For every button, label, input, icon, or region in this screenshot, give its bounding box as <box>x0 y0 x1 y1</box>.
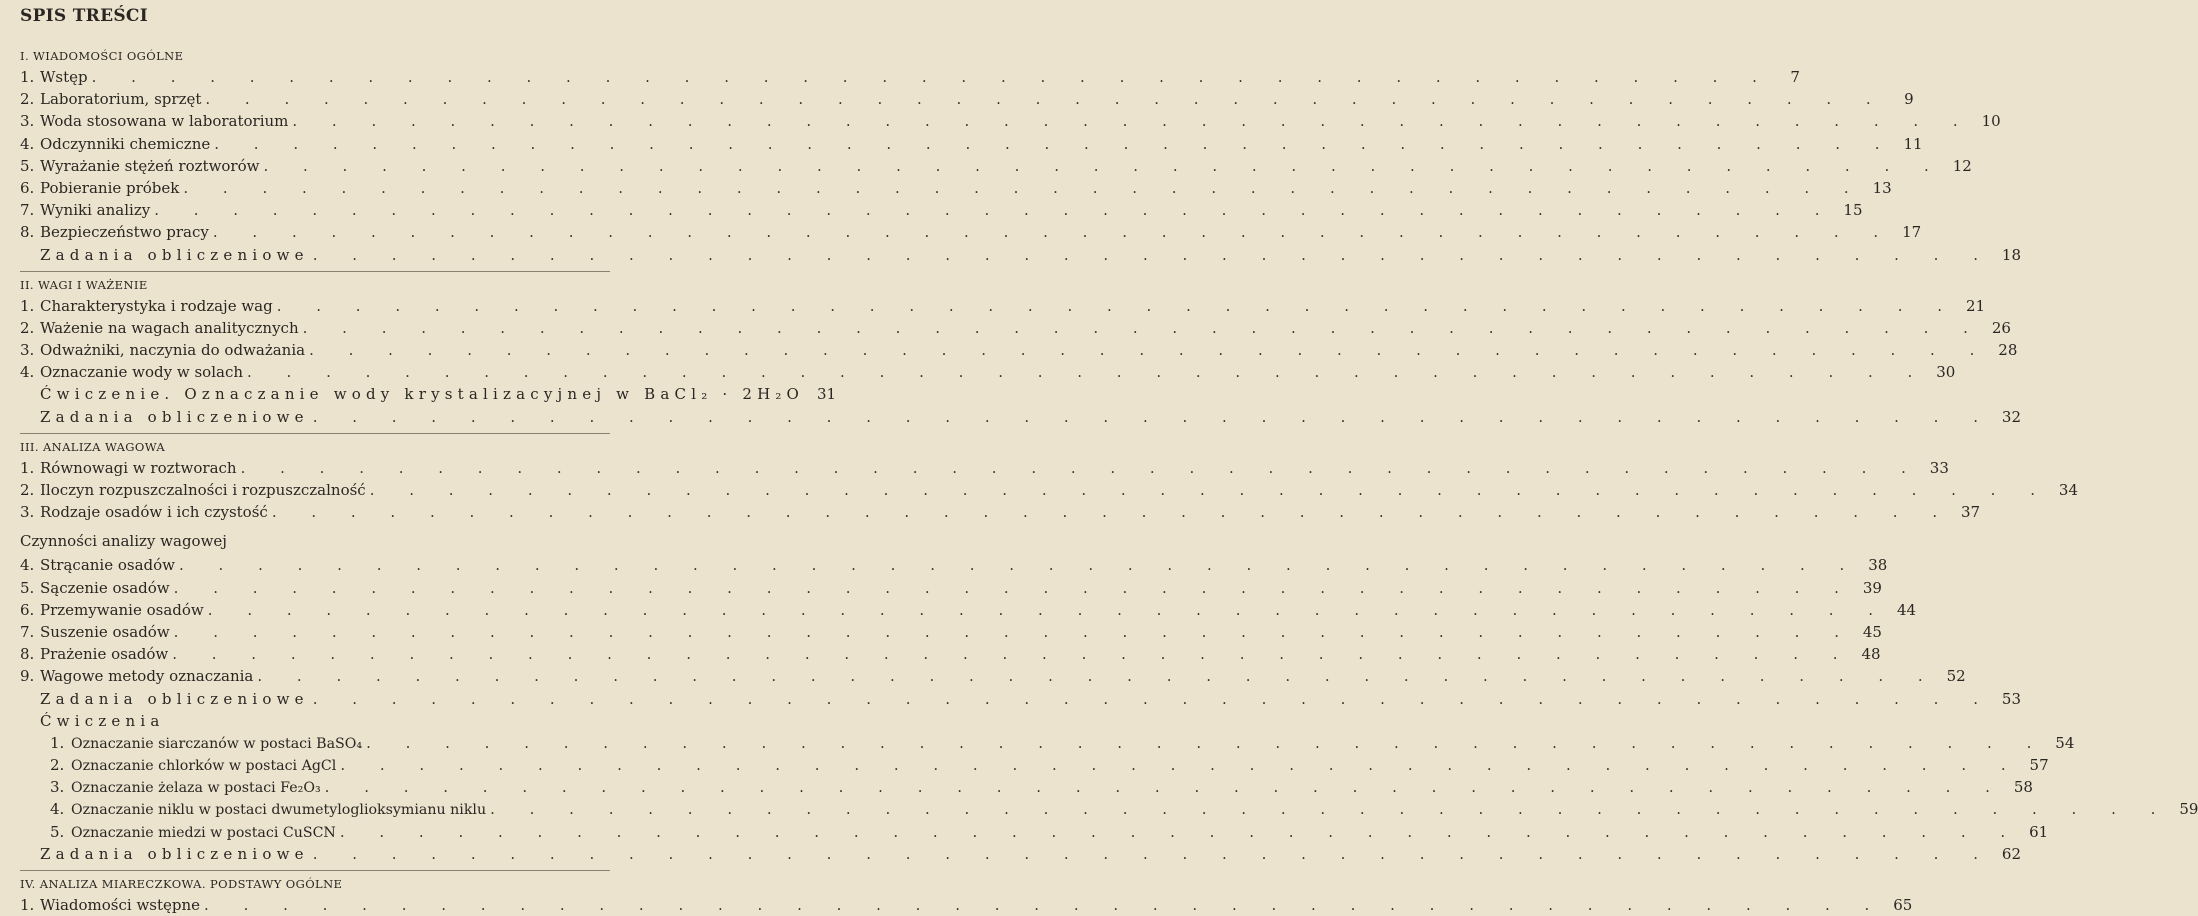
entry-number: 6. <box>20 600 35 619</box>
entry-title: Odczynniki chemiczne <box>40 134 211 153</box>
entry-number: 7. <box>20 201 35 220</box>
entry-title: Wyrażanie stężeń roztworów <box>40 156 260 175</box>
entry-number: 1. <box>20 896 35 914</box>
entry-number: 1. <box>20 296 35 315</box>
toc-entry <box>20 177 1892 199</box>
entry-number: 8. <box>20 223 35 242</box>
dot-leader <box>313 688 1993 710</box>
dot-leader <box>292 110 1972 132</box>
toc-entry <box>20 457 1949 479</box>
entry-number: 1. <box>50 733 65 752</box>
toc-entry <box>20 88 1914 110</box>
entry-title: Oznaczanie żelaza w postaci Fe₂O₃ <box>71 780 321 797</box>
dot-leader <box>309 339 1989 361</box>
entry-title: Oznaczanie wody w solach <box>40 363 244 382</box>
entry-number: 9. <box>20 667 35 686</box>
dot-leader <box>174 577 1854 599</box>
entry-title: Odważniki, naczynia do odważania <box>40 341 306 360</box>
toc-entry <box>20 155 1972 177</box>
section-divider <box>20 433 610 434</box>
dot-leader <box>313 843 1993 865</box>
entry-number: 3. <box>50 778 65 797</box>
dot-leader <box>92 66 1772 88</box>
entry-number: 6. <box>20 178 35 197</box>
entry-number: 4. <box>20 363 35 382</box>
dot-leader <box>313 406 1993 428</box>
entry-number: 2. <box>20 318 35 337</box>
toc-entry <box>20 295 1986 317</box>
dot-leader <box>370 479 2050 501</box>
entry-page-number: 30 <box>1936 363 1956 382</box>
entry-title: Przemywanie osadów <box>40 600 204 619</box>
entry-page-number: 9 <box>1904 90 1914 109</box>
entry-page-number: 53 <box>2001 689 2021 708</box>
entry-page-number: 10 <box>1981 112 2001 131</box>
exercises-heading-label: Ćwiczenia <box>40 711 165 730</box>
section-divider <box>20 271 610 272</box>
entry-page-number: 48 <box>1861 645 1881 664</box>
entry-title: Wstęp <box>40 68 88 86</box>
dot-leader <box>213 221 1893 243</box>
toc-entry <box>20 554 1888 576</box>
toc-entry <box>20 221 1922 243</box>
page-title: SPIS TREŚCI <box>20 6 149 26</box>
entry-title: Oznaczanie chlorków w postaci AgCl <box>71 758 337 775</box>
toc-entry <box>20 894 1913 916</box>
entry-title: Zadania obliczeniowe <box>40 407 309 426</box>
entry-page-number: 52 <box>1946 667 1966 686</box>
entry-page-number: 37 <box>1961 503 1981 522</box>
entry-number: 5. <box>20 156 35 175</box>
entry-number: 8. <box>20 645 35 664</box>
entry-title: Ważenie na wagach analitycznych <box>40 318 299 337</box>
toc-entry <box>20 406 2021 428</box>
entry-title: Wagowe metody oznaczania <box>40 667 254 686</box>
dot-leader <box>303 317 1983 339</box>
dot-leader <box>340 821 2020 843</box>
entry-page-number: 31 <box>816 385 837 404</box>
toc-entry <box>20 843 2021 865</box>
entry-page-number: 62 <box>2001 844 2021 863</box>
toc-entry <box>20 66 1800 88</box>
toc-entry <box>20 479 2078 501</box>
toc-entry <box>20 643 1881 665</box>
section-heading: II. WAGI I WAŻENIE <box>20 277 148 292</box>
dot-leader <box>174 621 1854 643</box>
entry-page-number: 59 <box>2179 800 2198 819</box>
entry-title: Woda stosowana w laboratorium <box>40 112 289 131</box>
toc-entry <box>20 665 1966 687</box>
dot-leader <box>154 199 1834 221</box>
table-of-contents <box>20 46 2198 916</box>
entry-title: Iloczyn rozpuszczalności i rozpuszczalność <box>40 481 366 499</box>
entry-title: Oznaczanie miedzi w postaci CuSCN <box>71 824 336 841</box>
entry-title: Charakterystyka i rodzaje wag <box>40 296 273 315</box>
entry-page-number: 7 <box>1790 68 1800 86</box>
entry-title: Pobieranie próbek <box>40 178 180 197</box>
entry-title: Oznaczanie siarczanów w postaci BaSO₄ <box>71 735 363 752</box>
entry-page-number: 57 <box>2029 756 2049 775</box>
toc-entry <box>20 110 2001 132</box>
entry-number: 4. <box>20 556 35 575</box>
dot-leader <box>172 643 1852 665</box>
entry-number: 4. <box>20 134 35 153</box>
entry-page-number: 15 <box>1843 201 1863 220</box>
entry-number: 1. <box>20 458 35 477</box>
entry-title: Zadania obliczeniowe <box>40 844 309 863</box>
dot-leader <box>179 554 1859 576</box>
toc-entry <box>20 732 2075 754</box>
toc-entry <box>20 244 2021 266</box>
toc-entry <box>20 199 1863 221</box>
toc-entry <box>20 798 2198 820</box>
entry-page-number: 58 <box>2013 778 2033 797</box>
entry-page-number: 17 <box>1902 223 1922 242</box>
toc-entry <box>20 821 2049 843</box>
section-heading: IV. ANALIZA MIARECZKOWA. PODSTAWY OGÓLNE <box>20 877 343 891</box>
toc-entry <box>20 688 2021 710</box>
entry-page-number: 39 <box>1862 578 1882 597</box>
dot-leader <box>205 88 1885 110</box>
entry-number: 2. <box>20 90 35 109</box>
entry-page-number: 11 <box>1903 134 1923 153</box>
toc-entry <box>20 317 2011 339</box>
entry-number: 3. <box>20 503 35 522</box>
entry-number: 2. <box>20 481 35 499</box>
entry-title: Laboratorium, sprzęt <box>40 90 202 109</box>
toc-entry <box>20 133 1923 155</box>
entry-page-number: 13 <box>1872 178 1892 197</box>
section-heading: III. ANALIZA WAGOWA <box>20 439 166 454</box>
entry-page-number: 38 <box>1868 556 1888 575</box>
entry-title: Oznaczanie niklu w postaci dwumetyloglioksymianu niklu <box>71 802 487 819</box>
entry-page-number: 18 <box>2001 245 2021 264</box>
entry-title: Prażenie osadów <box>40 645 169 664</box>
entry-title: Równowagi w roztworach <box>40 458 237 477</box>
toc-entry <box>20 754 2049 776</box>
entry-page-number: 12 <box>1952 156 1972 175</box>
entry-number: 5. <box>20 578 35 597</box>
entry-title: Strącanie osadów <box>40 556 176 575</box>
dot-leader <box>257 665 1937 687</box>
section-heading: I. WIADOMOŚCI OGÓLNE <box>20 49 184 63</box>
entry-title: Ćwiczenie. Oznaczanie wody krystalizacyjnej w BaCl₂ · 2H₂O <box>40 385 805 404</box>
dot-leader <box>208 599 1888 621</box>
dot-leader <box>366 732 2046 754</box>
entry-page-number: 32 <box>2001 407 2021 426</box>
toc-entry <box>20 339 2018 361</box>
entry-page-number: 44 <box>1896 600 1917 619</box>
entry-title: Wyniki analizy <box>40 201 151 220</box>
entry-page-number: 65 <box>1893 896 1913 914</box>
exercises-heading <box>20 710 610 732</box>
entry-number: 7. <box>20 622 35 641</box>
entry-page-number: 34 <box>2058 481 2078 499</box>
dot-leader <box>277 295 1957 317</box>
entry-title: Wiadomości wstępne <box>40 896 201 914</box>
entry-title: Bezpieczeństwo pracy <box>40 223 209 242</box>
dot-leader <box>490 798 2170 820</box>
entry-number: 2. <box>50 756 65 775</box>
toc-entry <box>20 501 1981 523</box>
dot-leader <box>313 244 1993 266</box>
toc-entry <box>20 621 1882 643</box>
dot-leader <box>241 457 1921 479</box>
entry-title: Zadania obliczeniowe <box>40 689 309 708</box>
entry-number: 3. <box>20 112 35 131</box>
entry-number: 5. <box>50 822 65 841</box>
toc-entry <box>20 776 2033 798</box>
entry-title: Suszenie osadów <box>40 622 170 641</box>
dot-leader <box>272 501 1952 523</box>
dot-leader <box>263 155 1943 177</box>
entry-page-number: 61 <box>2029 822 2049 841</box>
dot-leader <box>247 361 1927 383</box>
dot-leader <box>214 133 1894 155</box>
dot-leader <box>325 776 2005 798</box>
toc-entry <box>20 361 1956 383</box>
entry-title: Zadania obliczeniowe <box>40 245 309 264</box>
entry-page-number: 33 <box>1929 458 1949 477</box>
entry-number: 4. <box>50 800 65 819</box>
entry-page-number: 54 <box>2055 733 2075 752</box>
toc-entry <box>20 383 837 405</box>
entry-page-number: 45 <box>1862 622 1882 641</box>
dot-leader <box>204 894 1884 916</box>
dot-leader <box>183 177 1863 199</box>
toc-entry <box>20 599 1917 621</box>
dot-leader <box>340 754 2020 776</box>
entry-title: Rodzaje osadów i ich czystość <box>40 503 268 522</box>
entry-title: Sączenie osadów <box>40 578 170 597</box>
subsection-heading: Czynności analizy wagowej <box>20 532 227 551</box>
entry-page-number: 26 <box>1991 318 2011 337</box>
entry-page-number: 28 <box>1998 341 2018 360</box>
entry-number: 1. <box>20 68 35 86</box>
entry-number: 3. <box>20 341 35 360</box>
toc-entry <box>20 577 1882 599</box>
section-divider <box>20 870 610 871</box>
entry-page-number: 21 <box>1965 296 1986 315</box>
